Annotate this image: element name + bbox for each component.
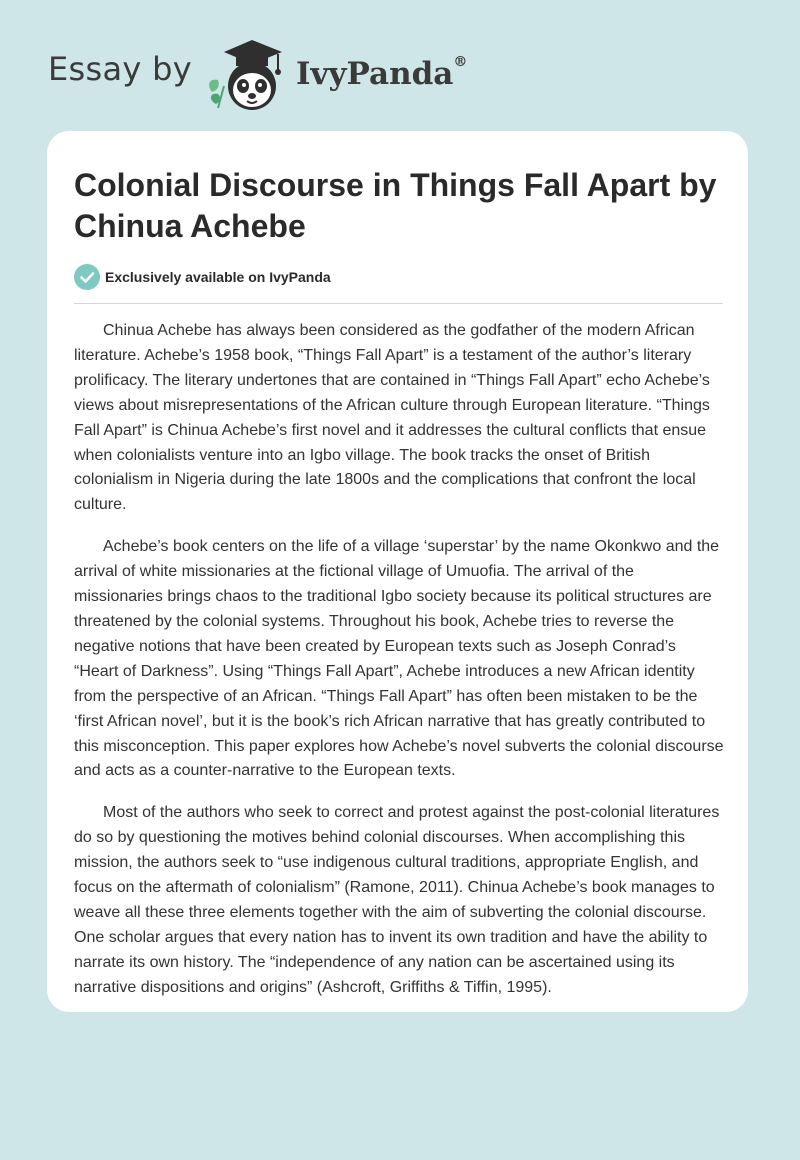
panda-graduate-icon[interactable]	[204, 34, 292, 114]
site-header	[48, 30, 508, 110]
essay-body	[74, 319, 724, 1018]
ivypanda-logo-text[interactable]: IvyPanda®	[296, 54, 468, 92]
check-icon	[74, 264, 100, 290]
exclusive-label: Exclusively available on IvyPanda	[105, 269, 331, 285]
essay-card	[47, 131, 748, 1012]
essay-by-label: Essay by	[48, 50, 192, 88]
paragraph: Most of the authors who seek to correct and protest against the post-colonial literatures do so by questioning the motives behind colonial discourses. When accomplishing this mission, the authors seek to “use indigenous cultural traditions, appropriate English, and focus on the aftermath of colonialism” (Ramone, 2011). Chinua Achebe’s book manages to weave all these three elements together with the aim of subverting the colonial discourse. One scholar argues that every nation has to invent its own tradition and have the ability to narrate its own history. The “independence of any nation can be ascertained using its narrative dispositions and origins” (Ashcroft, Griffiths & Tiffin, 1995).	[74, 804, 720, 996]
paragraph: Achebe’s book centers on the life of a village ‘superstar’ by the name Okonkwo and the arrival of white missionaries at the fictional village of Umuofia. The arrival of the missionaries brings chaos to the traditional Igbo society because its political structures are threatened by the colonial systems. Throughout his book, Achebe tries to reverse the negative notions that have been created by European texts such as Joseph Conrad’s “Heart of Darkness”. Using “Things Fall Apart”, Achebe introduces a new African identity from the perspective of an African. “Things Fall Apart” has often been mistaken to be the ‘first African novel’, but it is the book’s rich African narrative that has greatly contributed to this misconception. This paper explores how Achebe’s novel subverts the colonial discourse and acts as a counter-narrative to the European texts.	[74, 538, 724, 780]
page-title: Colonial Discourse in Things Fall Apart by Chinua Achebe	[74, 167, 717, 244]
registered-mark: ®	[453, 54, 468, 70]
paragraph: Chinua Achebe has always been considered as the godfather of the modern African literature. Achebe’s 1958 book, “Things Fall Apart” is a testament of the author’s literary prolificacy. The literary undertones that are contained in “Things Fall Apart” echo Achebe’s views about misrepresentations of the African culture through European literature. “Things Fall Apart” is Chinua Achebe’s first novel and it addresses the cultural conflicts that ensue when colonialists venture into an Igbo village. The book tracks the onset of British colonialism in Nigeria during the late 1800s and the complications that confront the local culture.	[74, 322, 710, 514]
divider	[74, 303, 723, 304]
